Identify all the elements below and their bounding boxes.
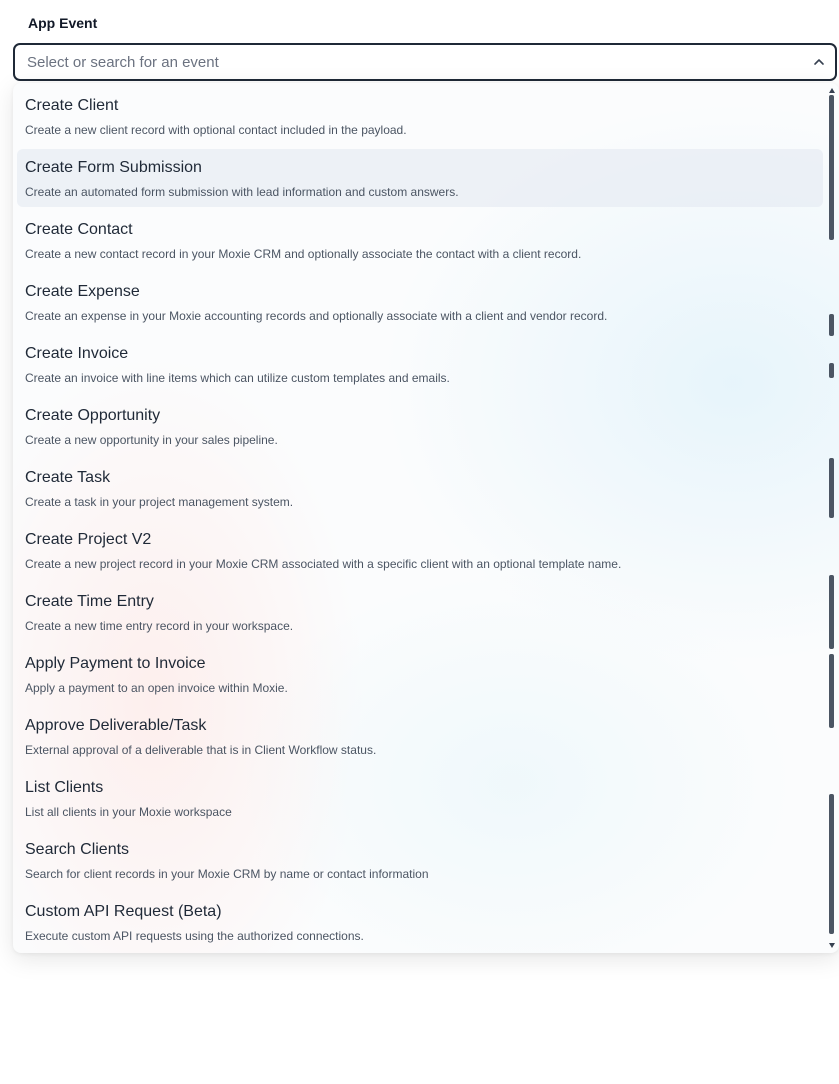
option-create-form-submission[interactable] [17, 149, 823, 207]
option-description: Create a new opportunity in your sales pipeline. [25, 433, 278, 447]
option-create-contact[interactable] [17, 211, 823, 269]
option-description: Create a new time entry record in your workspace. [25, 619, 294, 633]
scrollbar-thumb[interactable] [829, 363, 834, 378]
option-description: Create a new project record in your Moxie CRM associated with a specific client with an optional template name. [25, 557, 622, 571]
scroll-up-arrow-icon[interactable] [829, 88, 835, 93]
dropdown-scrollbar[interactable] [825, 83, 839, 953]
option-title: Create Invoice [25, 345, 129, 362]
event-dropdown-list [13, 83, 839, 953]
select-placeholder: Select or search for an event [27, 54, 219, 71]
option-description: List all clients in your Moxie workspace [25, 805, 232, 819]
option-create-task[interactable] [17, 459, 823, 517]
option-description: Create a task in your project management system. [25, 495, 294, 509]
option-create-project-v2[interactable] [17, 521, 823, 579]
scrollbar-thumb[interactable] [829, 575, 834, 649]
option-description: Create an automated form submission with lead information and custom answers. [25, 185, 459, 199]
field-label: App Event [28, 15, 98, 31]
option-title: Create Contact [25, 221, 133, 238]
option-description: Create a new client record with optional contact included in the payload. [25, 123, 407, 137]
option-title: List Clients [25, 779, 104, 796]
option-create-expense[interactable] [17, 273, 823, 331]
scrollbar-thumb[interactable] [829, 314, 834, 336]
option-title: Approve Deliverable/Task [25, 717, 207, 734]
option-title: Search Clients [25, 841, 130, 858]
scrollbar-thumb[interactable] [829, 458, 834, 518]
scrollbar-thumb[interactable] [829, 95, 834, 240]
option-create-client[interactable] [17, 87, 823, 145]
option-approve-deliverable-task[interactable] [17, 707, 823, 765]
option-title: Create Opportunity [25, 407, 161, 424]
option-title: Create Project V2 [25, 531, 152, 548]
scroll-down-arrow-icon[interactable] [829, 943, 835, 948]
option-description: Search for client records in your Moxie CRM by name or contact information [25, 867, 429, 881]
option-title: Create Form Submission [25, 159, 202, 176]
option-list-clients[interactable] [17, 769, 823, 827]
option-create-invoice[interactable] [17, 335, 823, 393]
option-title: Apply Payment to Invoice [25, 655, 206, 672]
option-create-time-entry[interactable] [17, 583, 823, 641]
scrollbar-thumb[interactable] [829, 794, 834, 934]
event-select-input[interactable] [13, 43, 837, 81]
option-search-clients[interactable] [17, 831, 823, 889]
option-description: Create an invoice with line items which can utilize custom templates and emails. [25, 371, 450, 385]
option-description: Apply a payment to an open invoice within Moxie. [25, 681, 288, 695]
option-title: Create Client [25, 97, 119, 114]
option-title: Create Task [25, 469, 111, 486]
option-description: Execute custom API requests using the authorized connections. [25, 929, 364, 943]
option-description: Create a new contact record in your Moxie CRM and optionally associate the contact with a client record. [25, 247, 582, 261]
option-title: Custom API Request (Beta) [25, 903, 222, 920]
option-create-opportunity[interactable] [17, 397, 823, 455]
option-custom-api-request[interactable] [17, 893, 823, 951]
option-title: Create Time Entry [25, 593, 154, 610]
option-description: Create an expense in your Moxie accounting records and optionally associate with a client and vendor record. [25, 309, 608, 323]
scrollbar-thumb[interactable] [829, 654, 834, 728]
chevron-up-icon[interactable] [813, 56, 825, 68]
option-description: External approval of a deliverable that is in Client Workflow status. [25, 743, 377, 757]
option-title: Create Expense [25, 283, 140, 300]
option-apply-payment-to-invoice[interactable] [17, 645, 823, 703]
